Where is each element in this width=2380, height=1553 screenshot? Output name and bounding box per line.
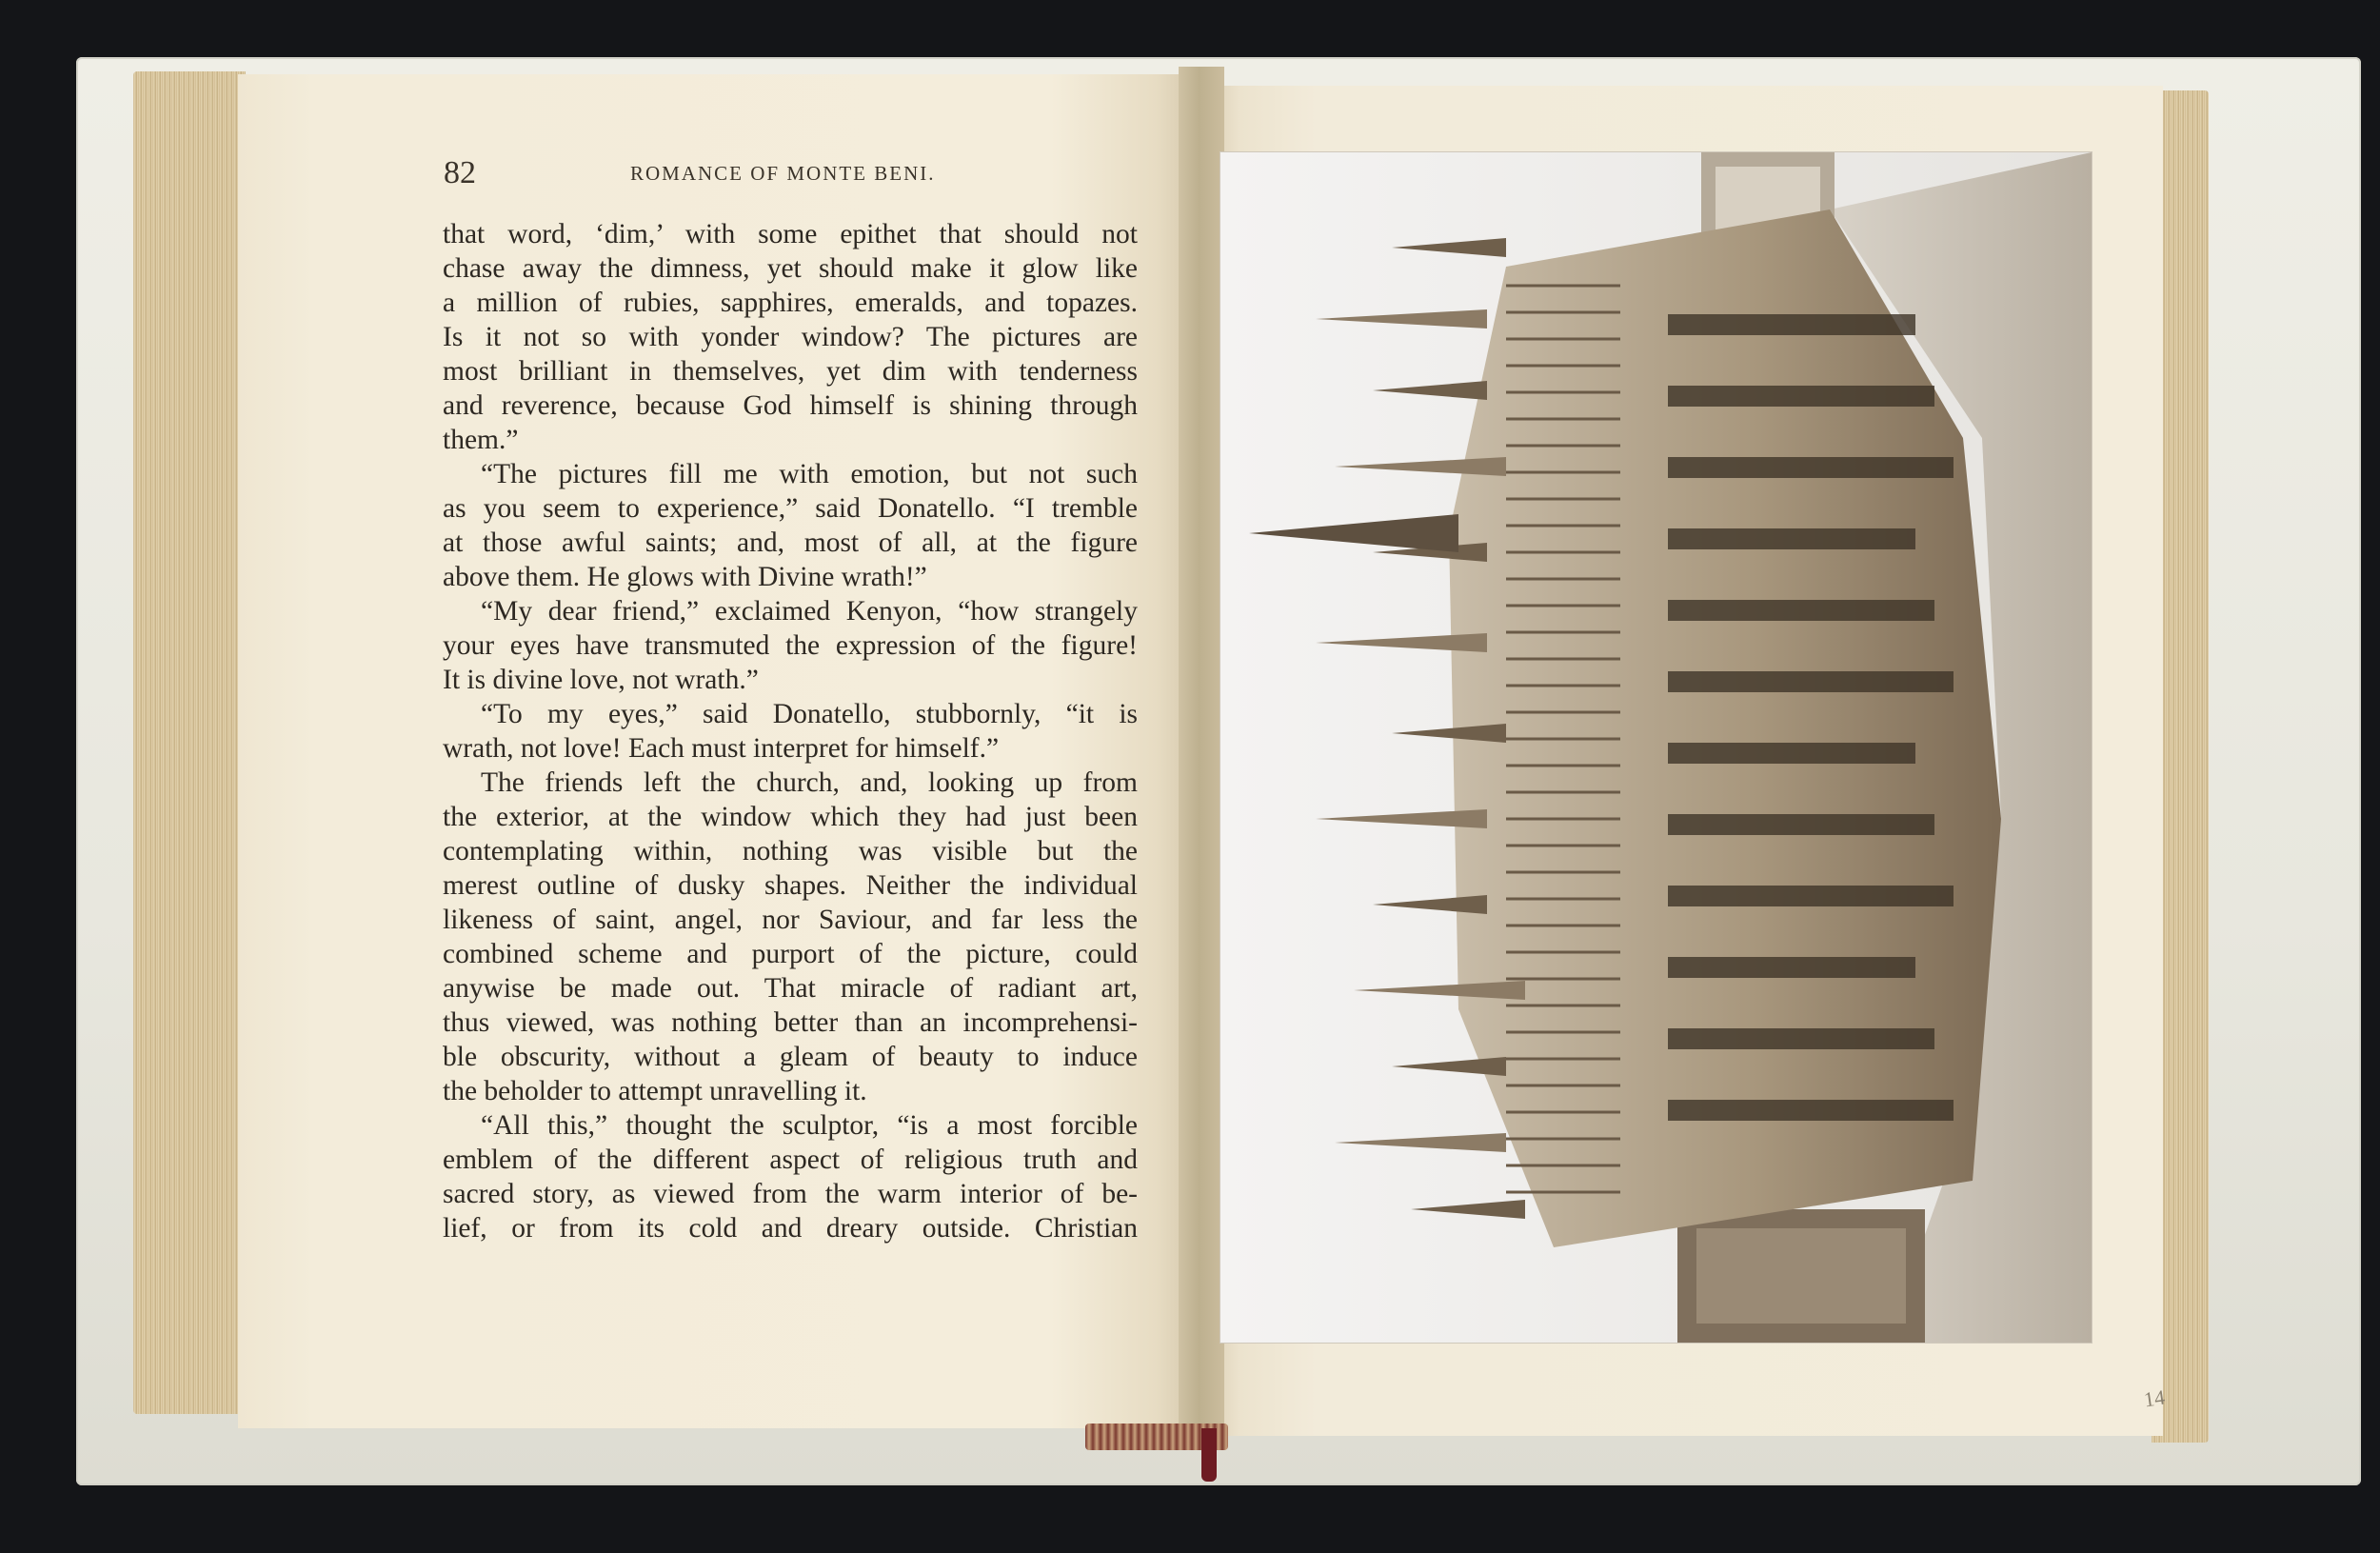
text-line: them.” xyxy=(443,425,519,455)
running-title: ROMANCE OF MONTE BENI. xyxy=(630,162,936,185)
window-bay xyxy=(1668,1100,1954,1121)
text-line: contemplating within, nothing was visible but the xyxy=(443,836,1138,866)
left-page-edges xyxy=(133,71,246,1414)
text-line: that word, ‘dim,’ with some epithet that should not xyxy=(443,219,1138,249)
page-number: 82 xyxy=(444,155,476,190)
text-line: chase away the dimness, yet should make it glow like xyxy=(443,253,1138,284)
window-bay xyxy=(1668,457,1954,478)
text-line: The friends left the church, and, looking up from xyxy=(481,767,1138,798)
window-bay xyxy=(1668,528,1915,549)
window-bay xyxy=(1668,1028,1934,1049)
text-line: ble obscurity, without a gleam of beauty to induce xyxy=(443,1042,1138,1072)
text-line: emblem of the different aspect of religious truth and xyxy=(443,1145,1138,1175)
text-line: as you seem to experience,” said Donatello. “I tremble xyxy=(443,493,1138,524)
text-line: above them. He glows with Divine wrath!” xyxy=(443,562,927,592)
text-line: anywise be made out. That miracle of radiant art, xyxy=(443,973,1138,1004)
text-line: sacred story, as viewed from the warm interior of be- xyxy=(443,1179,1138,1209)
pencil-mark: 14 xyxy=(2142,1384,2167,1412)
text-line: the exterior, at the window which they had just been xyxy=(443,802,1138,832)
text-line: It is divine love, not wrath.” xyxy=(443,665,759,695)
text-line: lief, or from its cold and dreary outside. Christian xyxy=(443,1213,1138,1244)
ribbon-bookmark xyxy=(1201,1428,1217,1482)
window-bay xyxy=(1668,814,1934,835)
window-bay xyxy=(1668,600,1934,621)
text-line: wrath, not love! Each must interpret for himself.” xyxy=(443,733,1000,764)
window-bay xyxy=(1668,314,1915,335)
text-line: thus viewed, was nothing better than an incomprehensi- xyxy=(443,1007,1138,1038)
text-line: combined scheme and purport of the picture, could xyxy=(443,939,1138,969)
window-bay xyxy=(1668,886,1954,906)
text-line: Is it not so with yonder window? The pictures are xyxy=(443,322,1138,352)
text-line: “My dear friend,” exclaimed Kenyon, “how strangely xyxy=(481,596,1138,627)
text-line: “All this,” thought the sculptor, “is a most forcible xyxy=(481,1110,1138,1141)
text-line: “The pictures fill me with emotion, but not such xyxy=(481,459,1138,489)
window-bay xyxy=(1668,386,1934,407)
window-bay xyxy=(1668,743,1915,764)
text-line: and reverence, because God himself is shining through xyxy=(443,390,1138,421)
cathedral-photograph xyxy=(1220,152,2092,1343)
window-bay xyxy=(1668,671,1954,692)
book-gutter xyxy=(1179,67,1224,1447)
window-bay xyxy=(1668,957,1915,978)
text-line: likeness of saint, angel, nor Saviour, and far less the xyxy=(443,905,1138,935)
text-line: the beholder to attempt unravelling it. xyxy=(443,1076,867,1106)
body-text xyxy=(443,217,1138,1245)
text-line: merest outline of dusky shapes. Neither the individual xyxy=(443,870,1138,901)
text-line: at those awful saints; and, most of all, at the figure xyxy=(443,528,1138,558)
text-line: a million of rubies, sapphires, emeralds, and topazes. xyxy=(443,288,1138,318)
text-line: most brilliant in themselves, yet dim with tenderness xyxy=(443,356,1138,387)
text-line: “To my eyes,” said Donatello, stubbornly, “it is xyxy=(481,699,1138,729)
text-line: your eyes have transmuted the expression of the figure! xyxy=(443,630,1138,661)
